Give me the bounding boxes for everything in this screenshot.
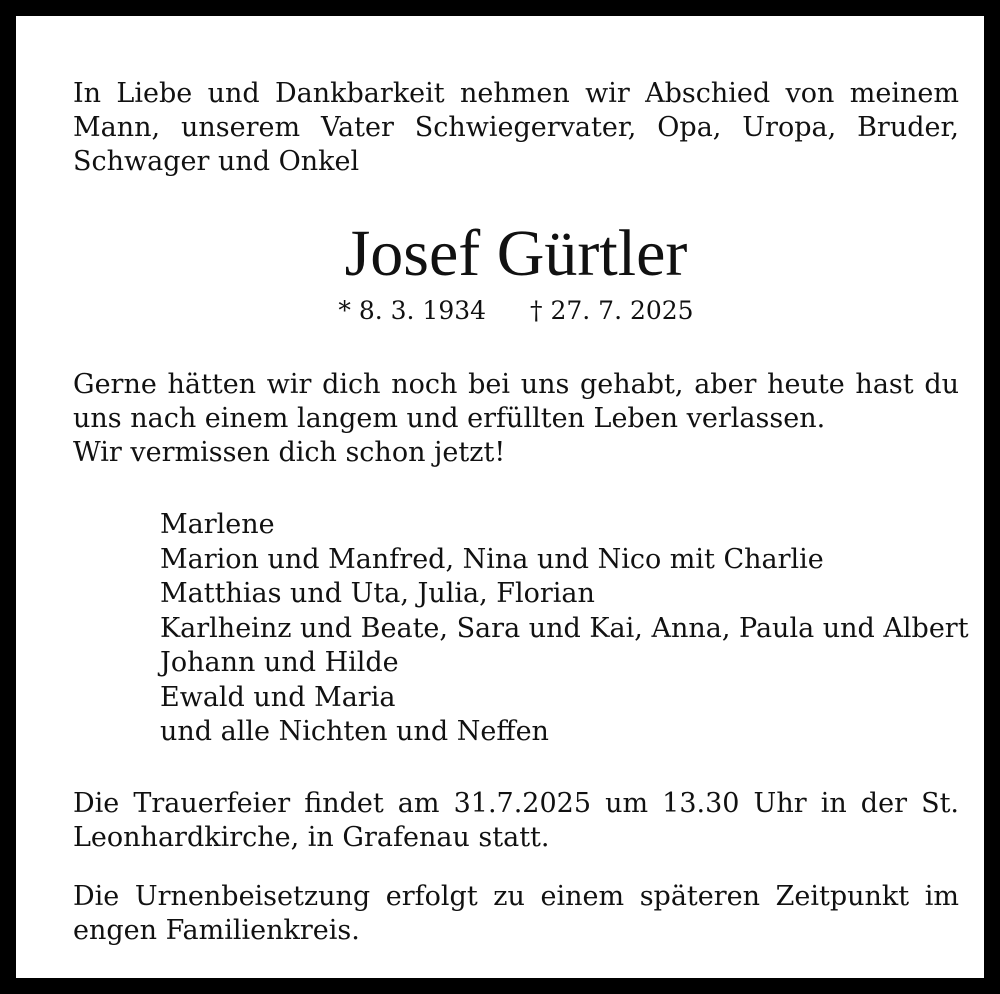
family-list — [160, 508, 969, 750]
birth-date: * 8. 3. 1934 — [338, 296, 487, 325]
life-dates — [16, 294, 1000, 328]
message-line: Wir vermissen dich schon jetzt! — [73, 437, 506, 468]
message-line: Gerne hätten wir dich noch bei uns gehabt, aber heute hast du uns nach einem langem und erfüllten Leben verlassen. — [73, 369, 959, 434]
family-entry: Marlene — [160, 509, 275, 540]
deceased-name: Josef Gürtler — [344, 217, 688, 290]
family-entry: Marion und Manfred, Nina und Nico mit Charlie — [160, 543, 824, 575]
family-entry: Ewald und Maria — [160, 681, 396, 713]
funeral-service-text: Die Trauerfeier findet am 31.7.2025 um 13.30 Uhr in der St. Leonhardkirche, in Grafenau statt. — [73, 788, 959, 853]
farewell-message — [73, 368, 959, 470]
death-date: † 27. 7. 2025 — [530, 296, 694, 325]
intro-text: In Liebe und Dankbarkeit nehmen wir Abschied von meinem Mann, unserem Vater Schwiegervater, Opa, Uropa, Bruder, Schwager und Onkel — [73, 78, 959, 177]
family-entry: und alle Nichten und Neffen — [160, 716, 549, 747]
family-entry: Matthias und Uta, Julia, Florian — [160, 578, 595, 609]
urn-burial-text: Die Urnenbeisetzung erfolgt zu einem späteren Zeitpunkt im engen Familienkreis. — [73, 881, 959, 946]
family-entry: Johann und Hilde — [160, 647, 399, 678]
family-entry: Karlheinz und Beate, Sara und Kai, Anna, Paula und Albert — [160, 612, 969, 644]
